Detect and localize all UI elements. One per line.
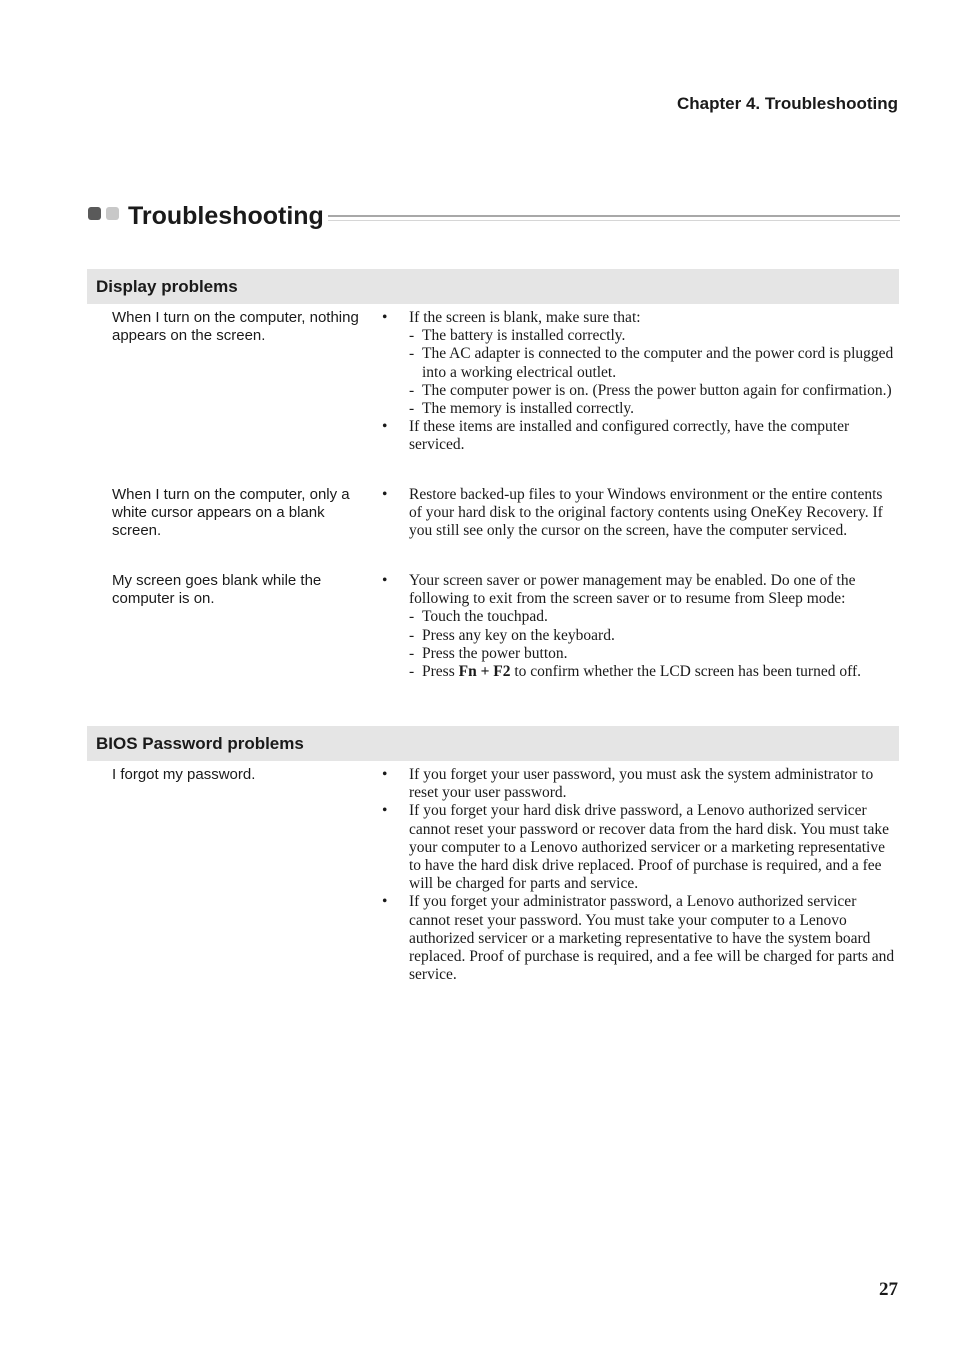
sub-item: - Touch the touchpad.: [409, 608, 895, 626]
dark-square-icon: [88, 207, 101, 220]
solution-item: [380, 572, 895, 681]
problem-text: My screen goes blank while the computer is on.: [112, 572, 322, 607]
page-number: 27: [879, 1279, 898, 1300]
sub-item-pre: Press: [422, 663, 459, 681]
solution-list: [380, 486, 895, 541]
sub-item: - The memory is installed correctly.: [409, 400, 895, 418]
problem-text: When I turn on the computer, only a white cursor appears on a blank screen.: [112, 486, 350, 539]
sub-item: [409, 663, 895, 681]
chapter-header: Chapter 4. Troubleshooting: [676, 94, 898, 113]
problem-text: When I turn on the computer, nothing appears on the screen.: [112, 309, 359, 344]
key-combo: Fn + F2: [458, 663, 511, 681]
solution-list: [380, 572, 895, 681]
section-heading-display: Display problems: [87, 269, 899, 304]
page-title: Troubleshooting: [128, 202, 324, 230]
sub-item-post: to confirm whether the LCD screen has been turned off.: [510, 663, 861, 681]
title-divider: [328, 215, 900, 221]
sub-item: - Press any key on the keyboard.: [409, 627, 895, 645]
solution-item: • If you forget your administrator password, a Lenovo authorized servicer cannot reset your password. You must take your computer to a Lenovo authorized servicer or a marketing representative to have the system board replaced. Proof of purchase is required, and a fee will be charged for parts and service.: [380, 893, 895, 984]
light-square-icon: [106, 207, 119, 220]
solution-sublist: [409, 608, 895, 681]
solution-item: • If these items are installed and configured correctly, have the computer serviced.: [380, 418, 895, 454]
sub-item: - Press the power button.: [409, 645, 895, 663]
solution-item: [380, 309, 895, 418]
solution-sublist: [409, 327, 895, 418]
sub-item: - The computer power is on. (Press the power button again for confirmation.): [409, 382, 895, 400]
title-row: [88, 200, 900, 234]
sub-item: - The AC adapter is connected to the computer and the power cord is plugged into a working electrical outlet.: [409, 345, 895, 381]
sub-item: - The battery is installed correctly.: [409, 327, 895, 345]
section-heading-bios: BIOS Password problems: [87, 726, 899, 761]
solution-item: • If you forget your user password, you must ask the system administrator to reset your user password.: [380, 766, 895, 802]
solution-list: [380, 766, 895, 984]
problem-text: I forgot my password.: [112, 766, 256, 783]
solution-item: • Restore backed-up files to your Windows environment or the entire contents of your hard disk to the original factory contents using OneKey Recovery. If you still see only the cursor on the screen, have the computer serviced.: [380, 486, 895, 541]
solution-text: Your screen saver or power management may be enabled. Do one of the following to exit from the screen saver or to resume from Sleep mode:: [409, 572, 856, 608]
solution-text: If the screen is blank, make sure that:: [409, 309, 641, 326]
solution-list: [380, 309, 895, 455]
solution-item: • If you forget your hard disk drive password, a Lenovo authorized servicer cannot reset your password or recover data from the hard disk. You must take your computer to a Lenovo authorized servicer or a marketing representative to have the hard disk drive replaced. Proof of purchase is required, and a fee will be charged for parts and service.: [380, 802, 895, 893]
